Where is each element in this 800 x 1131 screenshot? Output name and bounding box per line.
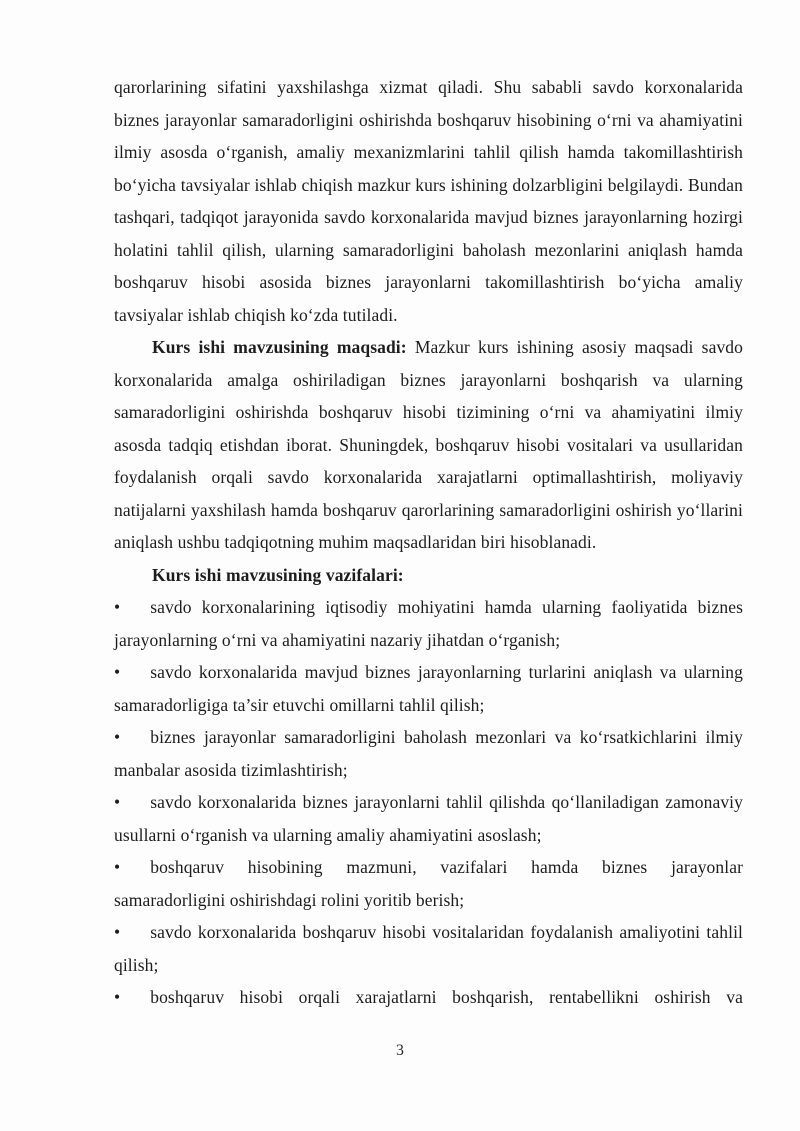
bullet-marker: • (114, 597, 121, 617)
paragraph: Kurs ishi mavzusining maqsadi: Mazkur kurs ishining asosiy maqsadi savdo korxonalarida amalga oshiriladigan biznes jarayonlarni boshqarish va ularning samaradorligini oshirishda boshqaruv hisobi tizimining o‘rni va ahamiyatini ilmiy asosda tadqiq etishdan iborat. Shuningdek, boshqaruv hisobi vositalari va usullaridan foydalanish orqali savdo korxonalarida xarajatlarni optimallashtirish, moliyaviy natijalarni yaxshilash hamda boshqaruv qarorlarining samaradorligini oshirish yo‘llarini aniqlash ushbu tadqiqotning muhim maqsadlaridan biri hisoblanadi. (114, 337, 743, 552)
bullet-marker: • (114, 922, 121, 942)
paragraph: qarorlarining sifatini yaxshilashga xizmat qiladi. Shu sababli savdo korxonalarida biznes jarayonlar samaradorligini oshirishda boshqaruv hisobining o‘rni va ahamiyatini ilmiy asosda o‘rganish, amaliy mexanizmlarini tahlil qilish hamda takomillashtirish bo‘yicha tavsiyalar ishlab chiqish mazkur kurs ishining dolzarbligini belgilaydi. Bundan tashqari, tadqiqot jarayonida savdo korxonalarida mavjud biznes jarayonlarning hozirgi holatini tahlil qilish, ularning samaradorligini baholash mezonlarini aniqlash hamda boshqaruv hisobi asosida biznes jarayonlarni takomillashtirish bo‘yicha amaliy tavsiyalar ishlab chiqish ko‘zda tutiladi. (114, 77, 743, 325)
bullet-item: • biznes jarayonlar samaradorligini baholash mezonlari va ko‘rsatkichlarini ilmiy manbalar asosida tizimlashtirish; (114, 721, 743, 786)
page-number: 3 (396, 1042, 404, 1059)
bullet-marker: • (114, 727, 121, 747)
page-content (114, 71, 743, 1014)
bullet-marker: • (114, 857, 121, 877)
section-heading (114, 559, 743, 592)
bullet-item: • boshqaruv hisobi orqali xarajatlarni boshqarish, rentabellikni oshirish va (114, 981, 743, 1014)
bullet-item: • savdo korxonalarining iqtisodiy mohiyatini hamda ularning faoliyatida biznes jarayonlarning o‘rni va ahamiyatini nazariy jihatdan o‘rganish; (114, 591, 743, 656)
bullet-item: • boshqaruv hisobining mazmuni, vazifalari hamda biznes jarayonlar samaradorligini oshirishdagi rolini yoritib berish; (114, 851, 743, 916)
bullet-marker: • (114, 662, 121, 682)
bold-run: Kurs ishi mavzusining maqsadi: (152, 337, 407, 357)
bullet-item: • savdo korxonalarida mavjud biznes jarayonlarning turlarini aniqlash va ularning samaradorligiga ta’sir etuvchi omillarni tahlil qilish; (114, 656, 743, 721)
bullet-marker: • (114, 987, 121, 1007)
bold-run: Kurs ishi mavzusining vazifalari: (152, 564, 404, 585)
bullet-marker: • (114, 792, 121, 812)
bullet-item: • savdo korxonalarida boshqaruv hisobi vositalaridan foydalanish amaliyotini tahlil qilish; (114, 916, 743, 981)
bullet-item: • savdo korxonalarida biznes jarayonlarni tahlil qilishda qo‘llaniladigan zamonaviy usullarni o‘rganish va ularning amaliy ahamiyatini asoslash; (114, 786, 743, 851)
